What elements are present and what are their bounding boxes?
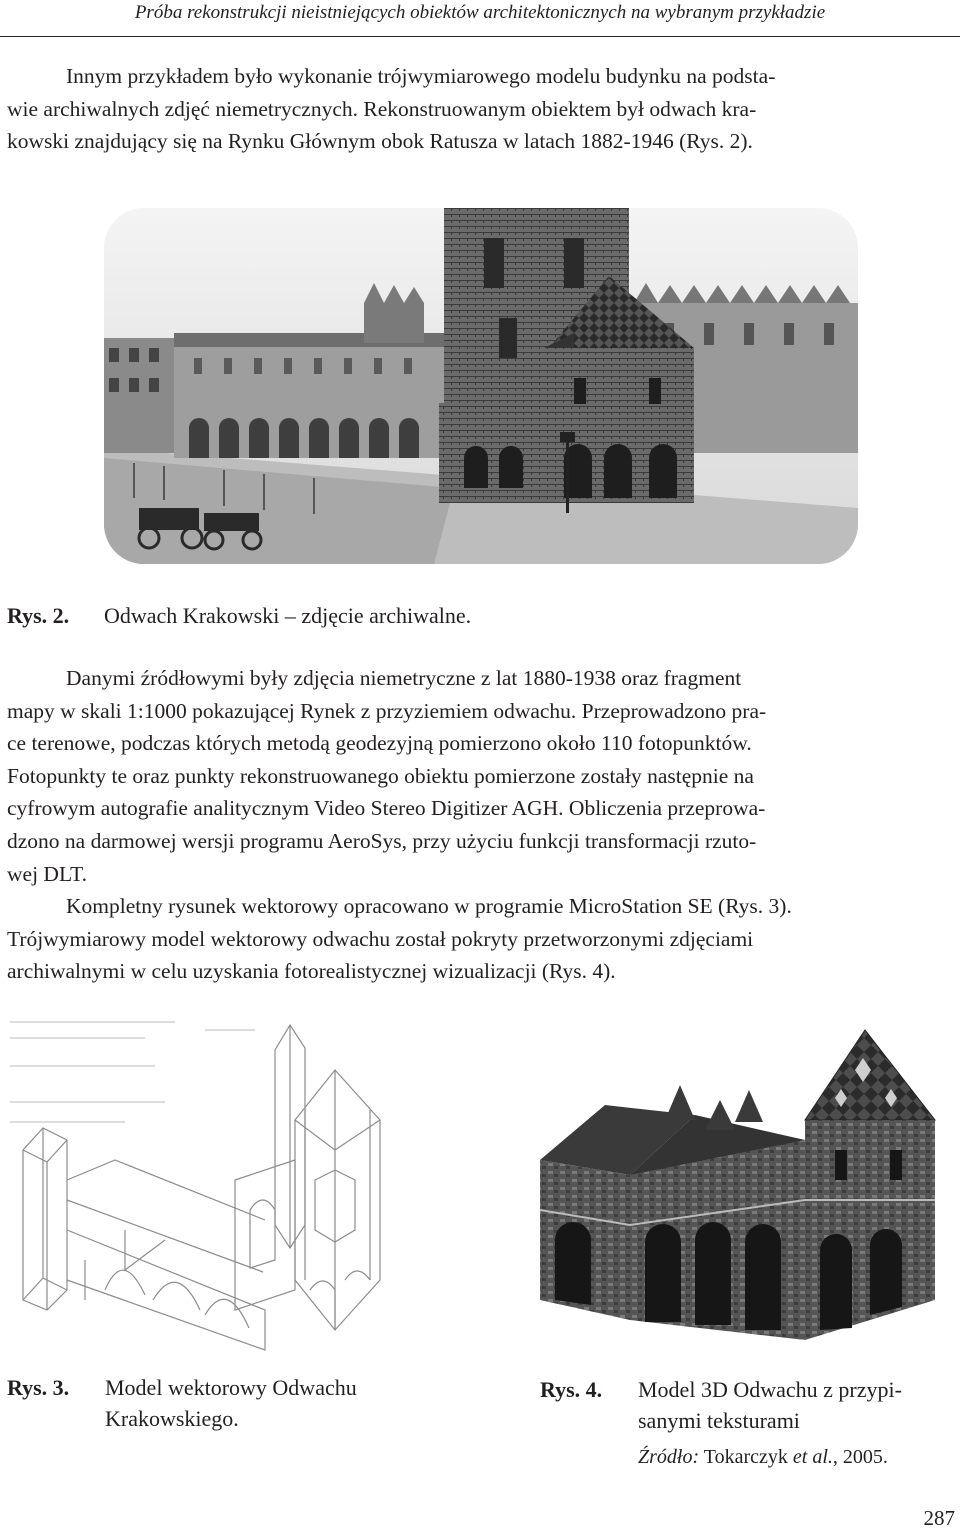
figure-caption-line-1: Model wektorowy Odwachu: [105, 1375, 357, 1400]
paragraph-line: Fotopunkty te oraz punkty rekonstruowanego obiektu pomierzone zostały następnie na: [7, 763, 754, 788]
paragraph-line: mapy w skali 1:1000 pokazującej Rynek z przyziemiem odwachu. Przeprowadzono pra-: [7, 698, 767, 723]
archival-photo-drawing: [104, 208, 858, 564]
figure-2-caption: [7, 600, 947, 632]
paragraph-line: kowski znajdujący się na Rynku Głównym obok Ratusza w latach 1882-1946 (Rys. 2).: [7, 129, 753, 154]
paragraph-line: ce terenowe, podczas których metodą geodezyjną pomierzono około 110 fotopunktów.: [7, 731, 752, 756]
paragraph-3: [7, 890, 954, 988]
paragraph-line: Kompletny rysunek wektorowy opracowano w programie MicroStation SE (Rys. 3).: [66, 894, 792, 918]
figure-caption-line-2: sanymi teksturami: [638, 1408, 800, 1433]
wireframe-model: [5, 1010, 415, 1355]
figure-3-caption: [7, 1372, 427, 1436]
figure-caption-line-2: Krakowskiego.: [105, 1406, 239, 1431]
archival-photo: [104, 208, 858, 564]
paragraph-line: Innym przykładem było wykonanie trójwymiarowego modelu budynku na podsta-: [66, 64, 776, 88]
paragraph-1: [7, 60, 954, 158]
paragraph-2: [7, 662, 954, 890]
figure-number: Rys. 4.: [540, 1377, 603, 1402]
source-author: Tokarczyk: [703, 1446, 788, 1468]
paragraph-line: wej DLT.: [7, 861, 88, 886]
source-etal: et al.: [792, 1446, 833, 1468]
wireframe-model-drawing: [5, 1010, 415, 1355]
textured-3d-model-drawing: [535, 1010, 955, 1355]
page-number: 287: [923, 1506, 955, 1530]
paragraph-line: cyfrowym autografie analitycznym Video Stereo Digitizer AGH. Obliczenia przeprowa-: [7, 796, 766, 821]
figure-number: Rys. 3.: [7, 1375, 70, 1400]
paragraph-line: Trójwymiarowy model wektorowy odwachu został pokryty przetworzonymi zdjęciami: [7, 926, 754, 951]
paragraph-line: archiwalnymi w celu uzyskania fotorealistycznej wizualizacji (Rys. 4).: [7, 959, 616, 984]
figure-source: [638, 1442, 888, 1473]
paragraph-line: wie archiwalnych zdjęć niemetrycznych. Rekonstruowanym obiektem był odwach kra-: [7, 96, 757, 121]
running-title: Próba rekonstrukcji nieistniejących obiektów architektonicznych na wybranym przykładzie: [134, 2, 826, 23]
figure-caption-line-1: Model 3D Odwachu z przypi-: [638, 1377, 902, 1402]
running-header: [0, 0, 960, 37]
paragraph-line: dzono na darmowej wersji programu AeroSys, przy użyciu funkcji transformacji rzuto-: [7, 828, 757, 853]
source-year: , 2005.: [832, 1446, 888, 1468]
figure-caption-text: Odwach Krakowski – zdjęcie archiwalne.: [104, 603, 472, 628]
textured-3d-model: [535, 1010, 955, 1355]
figure-4-caption: [540, 1374, 955, 1474]
source-label: Źródło:: [638, 1446, 700, 1468]
paragraph-line: Danymi źródłowymi były zdjęcia niemetryczne z lat 1880-1938 oraz fragment: [66, 666, 742, 690]
figure-number: Rys. 2.: [7, 603, 70, 628]
